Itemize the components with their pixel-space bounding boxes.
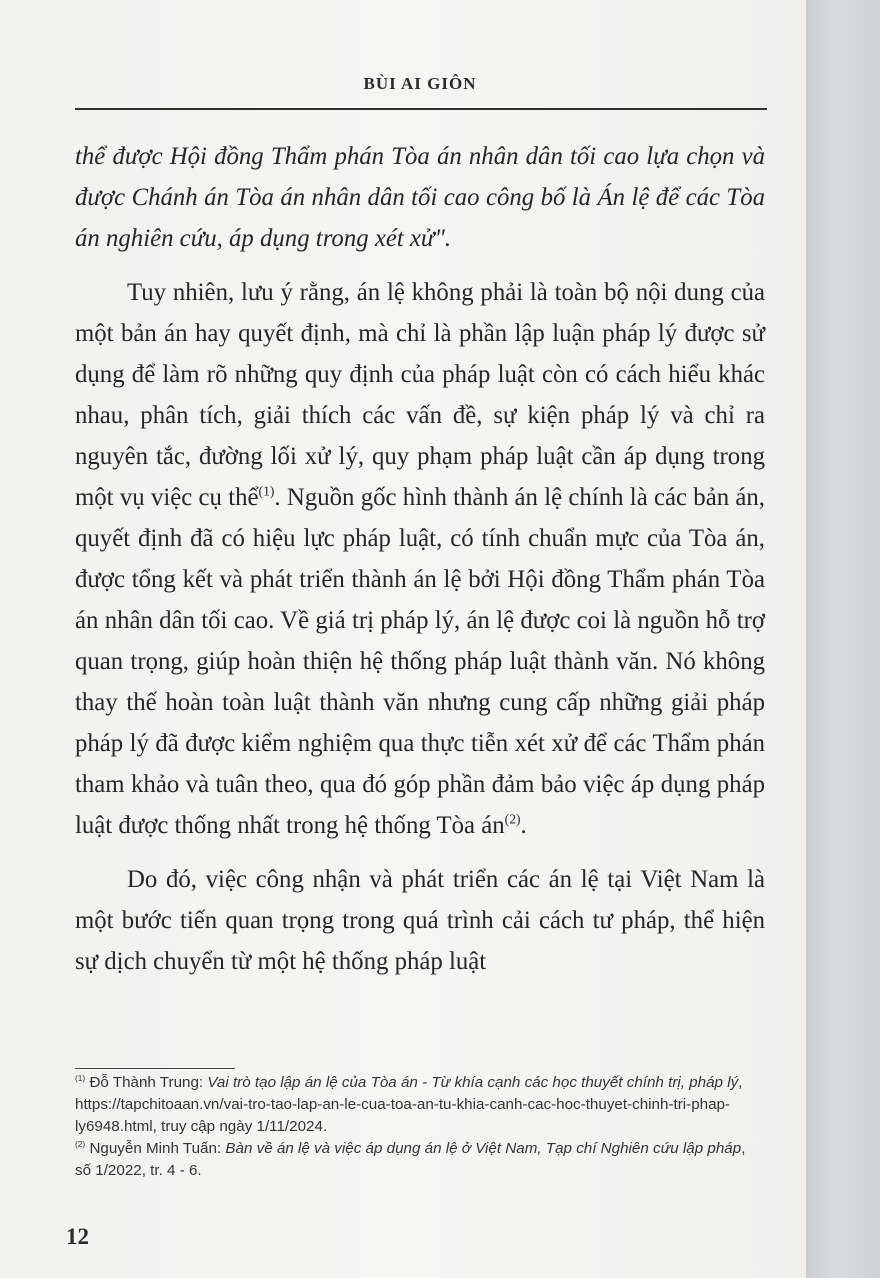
- footnote-2: [75, 1138, 765, 1182]
- paragraph-text: .: [520, 812, 527, 839]
- footnote-title: Vai trò tạo lập án lệ của Tòa án - Từ khía cạnh các học thuyết chính trị, pháp lý: [207, 1074, 739, 1091]
- footnote-marker: (1): [75, 1073, 86, 1084]
- footnote-author: Đỗ Thành Trung:: [89, 1074, 208, 1091]
- footnote-marker: (2): [75, 1139, 86, 1150]
- footnote-1: [75, 1072, 765, 1138]
- paragraph-text: . Nguồn gốc hình thành án lệ chính là các bản án, quyết định đã có hiệu lực pháp luật, có tính chuẩn mực của Tòa án, được tổng kết và phát triển thành án lệ bởi Hội đồng Thẩm phán Tòa án nhân dân tối cao. Về giá trị pháp lý, án lệ được coi là nguồn hỗ trợ quan trọng, giúp hoàn thiện hệ thống pháp luật thành văn. Nó không thay thế hoàn toàn luật thành văn nhưng cung cấp những giải pháp pháp lý đã được kiểm nghiệm qua thực tiễn xét xử để các Thẩm phán tham khảo và tuân theo, qua đó góp phần đảm bảo việc áp dụng pháp luật được thống nhất trong hệ thống Tòa án: [75, 484, 765, 839]
- running-head: BÙI AI GIÔN: [363, 74, 477, 93]
- footnote-author: Nguyễn Minh Tuấn:: [89, 1140, 226, 1157]
- page-edge-background: [806, 0, 880, 1278]
- footnotes: [75, 1072, 765, 1182]
- footnote-rule: [75, 1068, 235, 1069]
- footnote-ref-1: (1): [258, 483, 275, 499]
- paragraph-text: Tuy nhiên, lưu ý rằng, án lệ không phải là toàn bộ nội dung của một bản án hay quyết định, mà chỉ là phần lập luận pháp lý được sử dụng để làm rõ những quy định của pháp luật còn có cách hiểu khác nhau, phân tích, giải thích các vấn đề, sự kiện pháp lý và chỉ ra nguyên tắc, đường lối xử lý, quy phạm pháp luật cần áp dụng trong một vụ việc cụ thể: [75, 279, 765, 511]
- page-number: 12: [66, 1224, 89, 1249]
- header-rule: [75, 108, 767, 110]
- footnote-source: , số 1/2022, tr. 4 - 6.: [75, 1140, 746, 1179]
- paragraph-precedent-definition: [75, 272, 765, 846]
- body-text: [75, 136, 765, 982]
- footnote-ref-2: (2): [504, 811, 521, 827]
- footnote-title: Bàn về án lệ và việc áp dụng án lệ ở Việt Nam, Tạp chí Nghiên cứu lập pháp: [225, 1140, 742, 1157]
- quote-paragraph: thể được Hội đồng Thẩm phán Tòa án nhân dân tối cao lựa chọn và được Chánh án Tòa án nhân dân tối cao công bố là Án lệ để các Tòa án nghiên cứu, áp dụng trong xét xử".: [75, 143, 765, 252]
- paragraph-conclusion: Do đó, việc công nhận và phát triển các án lệ tại Việt Nam là một bước tiến quan trọng trong quá trình cải cách tư pháp, thể hiện sự dịch chuyển từ một hệ thống pháp luật: [75, 866, 765, 975]
- footnote-source: , https://tapchitoaan.vn/vai-tro-tao-lap-an-le-cua-toa-an-tu-khia-canh-cac-hoc-thuyet-chinh-tri-phap-ly6948.html, truy cập ngày 1/11/2024.: [75, 1074, 743, 1135]
